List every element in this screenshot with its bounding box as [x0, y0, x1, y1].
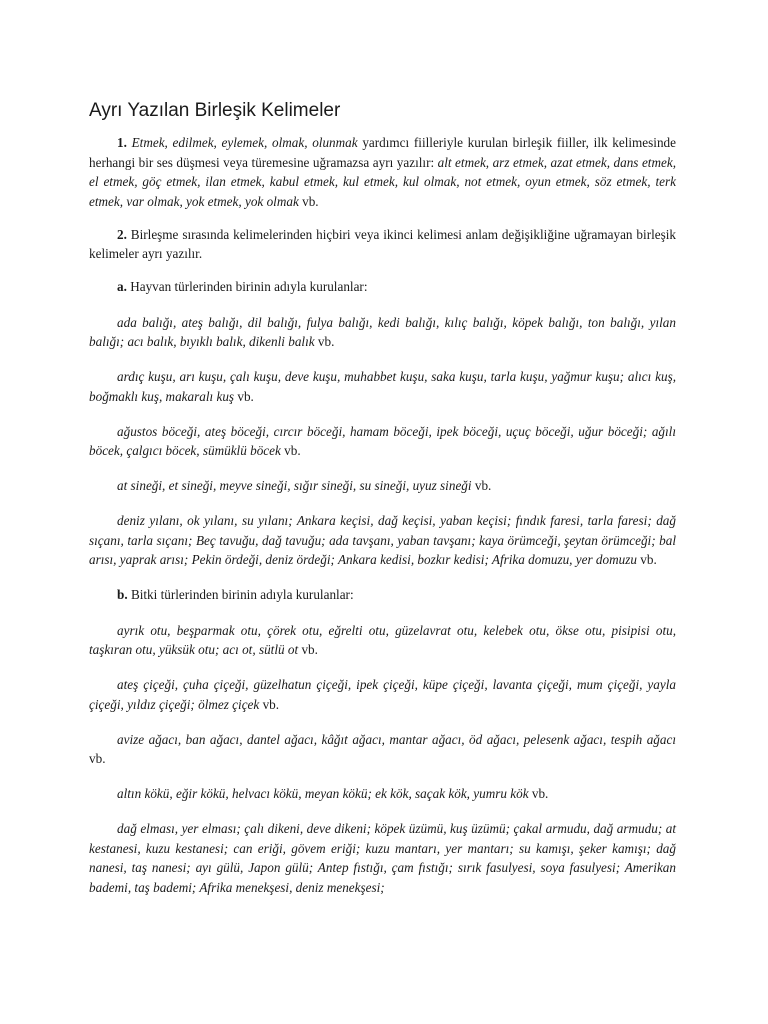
list-end: vb. — [314, 334, 335, 349]
rule-1-paragraph — [89, 133, 676, 211]
example-text: at sineği, et sineği, meyve sineği, sığır sineği, su sineği, uyuz sineği — [117, 478, 472, 493]
example-text: altın kökü, eğir kökü, helvacı kökü, meyan kökü; ek kök, saçak kök, yumru kök — [117, 786, 529, 801]
list-end: vb. — [528, 786, 549, 801]
example-text: ağustos böceği, ateş böceği, cırcır böceği, hamam böceği, ipek böceği, uçuç böceği, uğur böceği; ağılı böcek, çalgıcı böcek, sümüklü böcek — [89, 423, 676, 458]
list-end: vb. — [280, 443, 301, 458]
body-text: Bitki türlerinden birinin adıyla kurulanlar: — [127, 587, 354, 602]
example-list — [89, 784, 676, 804]
example-list — [89, 730, 676, 769]
example-text: deniz yılanı, ok yılanı, su yılanı; Ankara keçisi, dağ keçisi, yaban keçisi; fındık faresi, tarla faresi; dağ sıçanı, tarla sıçanı; Beç tavuğu, dağ tavuğu; ada tavşanı, yaban tavşanı; kaya örümceği, şeytan örümceği; bal arısı, yaprak arısı; Pekin ördeği, deniz ördeği; Ankara kedisi, bozkır kedisi; Afrika domuzu, yer domuzu — [89, 513, 676, 567]
rule-2-paragraph — [89, 225, 676, 264]
body-text: yardımcı fiilleriyle kurulan birleşik fiiller, ilk kelimesinde herhangi bir ses düşmesi veya türemesine uğramazsa ayrı yazılır: — [89, 135, 676, 170]
example-list — [89, 422, 676, 461]
body-text: Birleşme sırasında kelimelerinden hiçbiri veya ikinci kelimesi anlam değişikliğine uğramayan birleşik kelimeler ayrı yazılır. — [89, 226, 676, 261]
document-body — [89, 133, 676, 913]
example-list — [89, 476, 676, 496]
example-list — [89, 621, 676, 660]
example-list — [89, 367, 676, 406]
list-end: vb. — [234, 388, 254, 404]
subsection-label: a. — [117, 279, 127, 294]
example-text: ada balığı, ateş balığı, dil balığı, fulya balığı, kedi balığı, kılıç balığı, köpek balığı, ton balığı, yılan balığı; acı balık, bıyıklı balık, dikenli balık — [89, 314, 676, 349]
list-end: vb. — [298, 193, 319, 209]
example-text: dağ elması, yer elması; çalı dikeni, deve dikeni; köpek üzümü, kuş üzümü; çakal armudu, dağ armudu; at kestanesi, kuzu kestanesi; can eriği, gövem eriği; kuzu mantarı, yer mantarı; su kamışı, şeker kamışı; dağ nanesi, taş nanesi; ayı gülü, Japon gülü; Antep fıstığı, çam fıstığı; sırık fasulyesi, soya fasulyesi; Amerikan bademi, taş bademi; Afrika menekşesi, deniz menekşesi; — [89, 821, 676, 895]
list-end: vb. — [636, 552, 657, 567]
document-title: Ayrı Yazılan Birleşik Kelimeler — [89, 100, 341, 121]
example-text: Etmek, edilmek, eylemek, olmak, olunmak — [131, 135, 358, 150]
example-text: avize ağacı, ban ağacı, dantel ağacı, kâğıt ağacı, mantar ağacı, öd ağacı, pelesenk ağacı, tespih ağacı — [117, 731, 676, 747]
example-text: ayrık otu, beşparmak otu, çörek otu, eğrelti otu, güzelavrat otu, kelebek otu, ökse otu, pisipisi otu, taşkıran otu, yüksük otu; acı ot, sütlü ot — [89, 622, 676, 657]
list-end: vb. — [471, 478, 492, 493]
rule-number: 2. — [117, 226, 127, 242]
example-list — [89, 675, 676, 714]
body-text: Hayvan türlerinden birinin adıyla kurulanlar: — [126, 279, 368, 294]
example-list — [89, 511, 676, 570]
subsection-b-heading — [89, 585, 676, 605]
example-list — [89, 819, 676, 897]
list-end: vb. — [259, 696, 280, 712]
list-end: vb. — [298, 642, 318, 657]
example-list — [89, 313, 676, 352]
example-text: alt etmek, arz etmek, azat etmek, dans etmek, el etmek, göç etmek, ilan etmek, kabul etmek, kul etmek, kul olmak, not etmek, oyun etmek, söz etmek, terk etmek, var olmak, yok etmek, yok olmak — [89, 154, 676, 209]
list-end: vb. — [89, 751, 106, 766]
subsection-label: b. — [117, 587, 128, 602]
example-text: ateş çiçeği, çuha çiçeği, güzelhatun çiçeği, ipek çiçeği, küpe çiçeği, lavanta çiçeği, mum çiçeği, yayla çiçeği, yıldız çiçeği; ölmez çiçek — [89, 677, 676, 712]
rule-number: 1. — [117, 135, 127, 150]
example-text: ardıç kuşu, arı kuşu, çalı kuşu, deve kuşu, muhabbet kuşu, saka kuşu, tarla kuşu, yağmur kuşu; alıcı kuş, boğmaklı kuş, makaralı kuş — [89, 369, 676, 404]
subsection-a-heading — [89, 277, 676, 297]
